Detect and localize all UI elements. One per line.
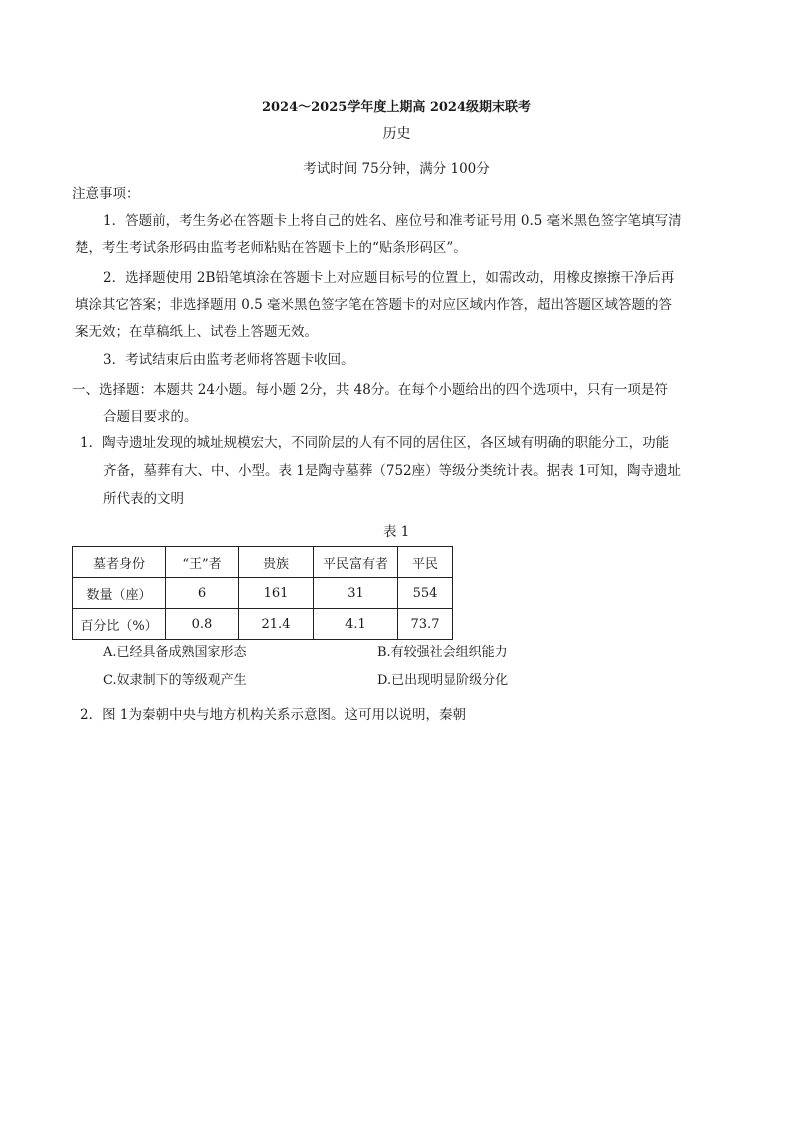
notice-item-1-line-1: 1．答题前，考生务必在答题卡上将自己的姓名、座位号和准考证号用 0.5 毫米黑色签字笔填写清 [103, 213, 682, 229]
notice-item-2-line-3: 案无效；在草稿纸上、试卷上答题无效。 [75, 324, 318, 340]
table-header-cell: 墓者身份 [73, 547, 166, 578]
tomb-statistics-table [72, 546, 453, 640]
table-cell: 6 [166, 578, 239, 609]
notice-item-2-line-2: 填涂其它答案；非选择题用 0.5 毫米黑色签字笔在答题卡的对应区域内作答，超出答题区域答题的答 [75, 297, 673, 313]
subject-title: 历史 [382, 126, 411, 142]
notice-item-2-line-1: 2．选择题使用 2B铅笔填涂在答题卡上对应题目标号的位置上，如需改动，用橡皮擦擦干净后再 [103, 270, 675, 286]
notice-heading: 注意事项： [72, 186, 140, 202]
table-cell: 554 [398, 578, 453, 609]
table-cell: 数量（座） [73, 578, 166, 609]
question-1-option-b: B.有较强社会组织能力 [377, 645, 508, 660]
section-1-line-1: 一、选择题：本题共 24小题。每小题 2分，共 48分。在每个小题给出的四个选项中，只有一项是符 [72, 382, 668, 398]
exam-meta: 考试时间 75分钟，满分 100分 [303, 161, 490, 177]
table-cell: 31 [314, 578, 398, 609]
table-cell: 73.7 [398, 609, 453, 640]
question-1-line-1: 1．陶寺遗址发现的城址规模宏大，不同阶层的人有不同的居住区，各区域有明确的职能分工，功能 [80, 435, 670, 451]
table-header-cell: 平民富有者 [314, 547, 398, 578]
question-1-option-c: C.奴隶制下的等级观产生 [103, 673, 247, 688]
table-header-row [73, 547, 453, 578]
table-cell: 21.4 [239, 609, 314, 640]
question-2-line-1: 2．图 1为秦朝中央与地方机构关系示意图。这可用以说明，秦朝 [80, 707, 466, 723]
exam-title: 2024～2025学年度上期高 2024级期末联考 [261, 100, 532, 115]
question-1-line-3: 所代表的文明 [103, 491, 184, 507]
notice-item-1-line-2: 楚，考生考试条形码由监考老师粘贴在答题卡上的“贴条形码区”。 [75, 240, 467, 256]
question-1-option-a: A.已经具备成熟国家形态 [103, 645, 247, 660]
table-row [73, 578, 453, 609]
table-cell: 161 [239, 578, 314, 609]
section-1-line-2: 合题目要求的。 [103, 409, 198, 425]
table-cell: 4.1 [314, 609, 398, 640]
table-cell: 百分比（%） [73, 609, 166, 640]
question-1-option-d: D.已出现明显阶级分化 [377, 673, 509, 688]
table-header-cell: 平民 [398, 547, 453, 578]
table-caption: 表 1 [383, 524, 410, 540]
notice-item-3: 3．考试结束后由监考老师将答题卡收回。 [103, 352, 355, 368]
table-header-cell: 贵族 [239, 547, 314, 578]
table-cell: 0.8 [166, 609, 239, 640]
table-header-cell: “王”者 [166, 547, 239, 578]
table-row [73, 609, 453, 640]
question-1-line-2: 齐备，墓葬有大、中、小型。表 1是陶寺墓葬（752座）等级分类统计表。据表 1可知，陶寺遗址 [103, 463, 682, 479]
